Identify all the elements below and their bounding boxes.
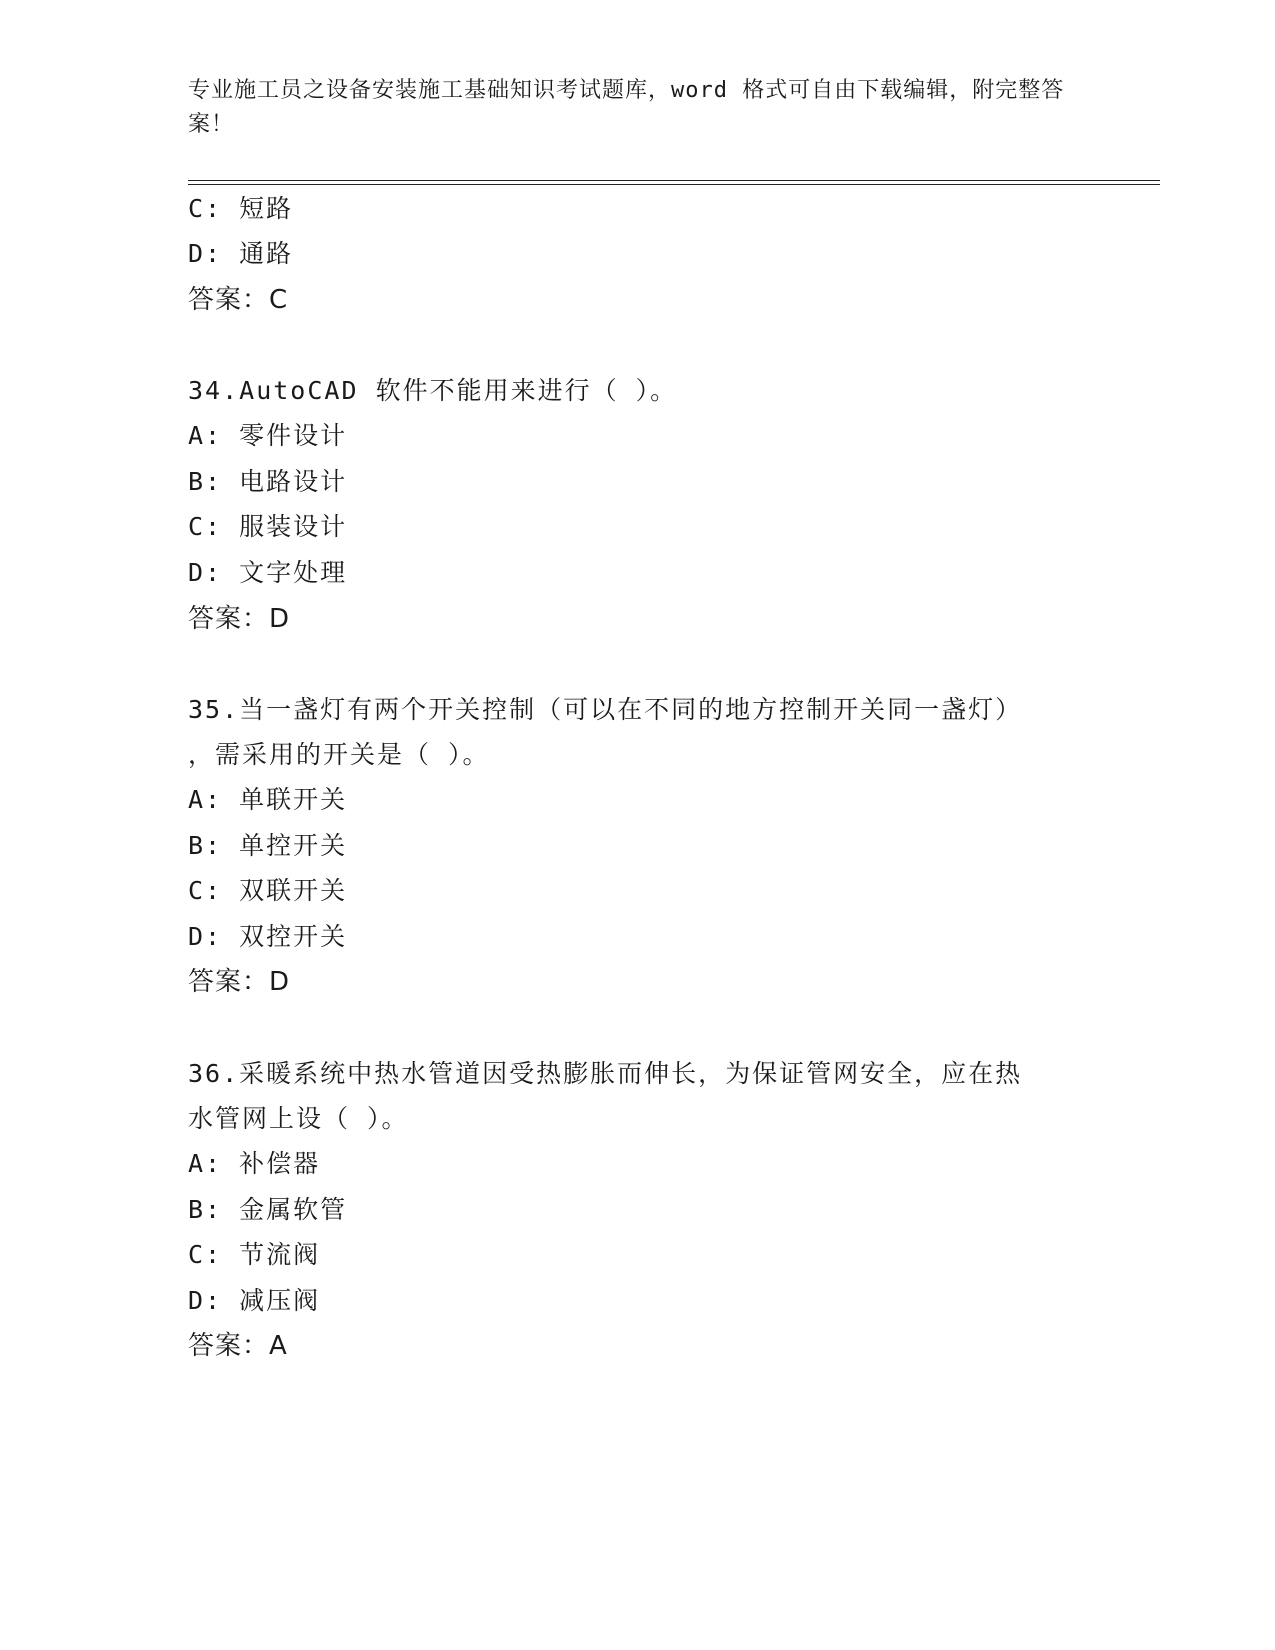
q35-question-line1: 35.当一盏灯有两个开关控制（可以在不同的地方控制开关同一盏灯）	[188, 695, 1023, 724]
q35-option-b: B: 单控开关	[188, 831, 348, 860]
q35-option-a: A: 单联开关	[188, 785, 348, 814]
q33-option-d: D: 通路	[188, 239, 294, 268]
q35-answer: 答案：D	[188, 967, 291, 997]
header-divider	[188, 180, 1160, 181]
q34-answer: 答案：D	[188, 604, 291, 634]
q33-answer: 答案：C	[188, 285, 289, 315]
q35-option-d: D: 双控开关	[188, 922, 348, 951]
q34-question: 34.AutoCAD 软件不能用来进行（ ）。	[188, 376, 678, 405]
q36-option-d: D: 减压阀	[188, 1286, 321, 1315]
q34-option-d: D: 文字处理	[188, 558, 348, 587]
q36-option-c: C: 节流阀	[188, 1240, 321, 1269]
q35-option-c: C: 双联开关	[188, 876, 348, 905]
q36-question-line1: 36.采暖系统中热水管道因受热膨胀而伸长，为保证管网安全，应在热	[188, 1059, 1023, 1088]
document-header: 专业施工员之设备安装施工基础知识考试题库，word 格式可自由下载编辑，附完整答案！	[188, 78, 1065, 137]
q36-question-line2: 水管网上设（ ）。	[188, 1104, 409, 1133]
q34-option-c: C: 服装设计	[188, 512, 348, 541]
q36-option-a: A: 补偿器	[188, 1149, 321, 1178]
q34-option-a: A: 零件设计	[188, 421, 348, 450]
q35-question-line2: ，需采用的开关是（ ）。	[188, 740, 490, 769]
q33-option-c: C: 短路	[188, 194, 294, 223]
q36-answer: 答案：A	[188, 1331, 288, 1361]
header-divider-secondary	[188, 184, 1160, 185]
q34-option-b: B: 电路设计	[188, 467, 348, 496]
q36-option-b: B: 金属软管	[188, 1195, 348, 1224]
